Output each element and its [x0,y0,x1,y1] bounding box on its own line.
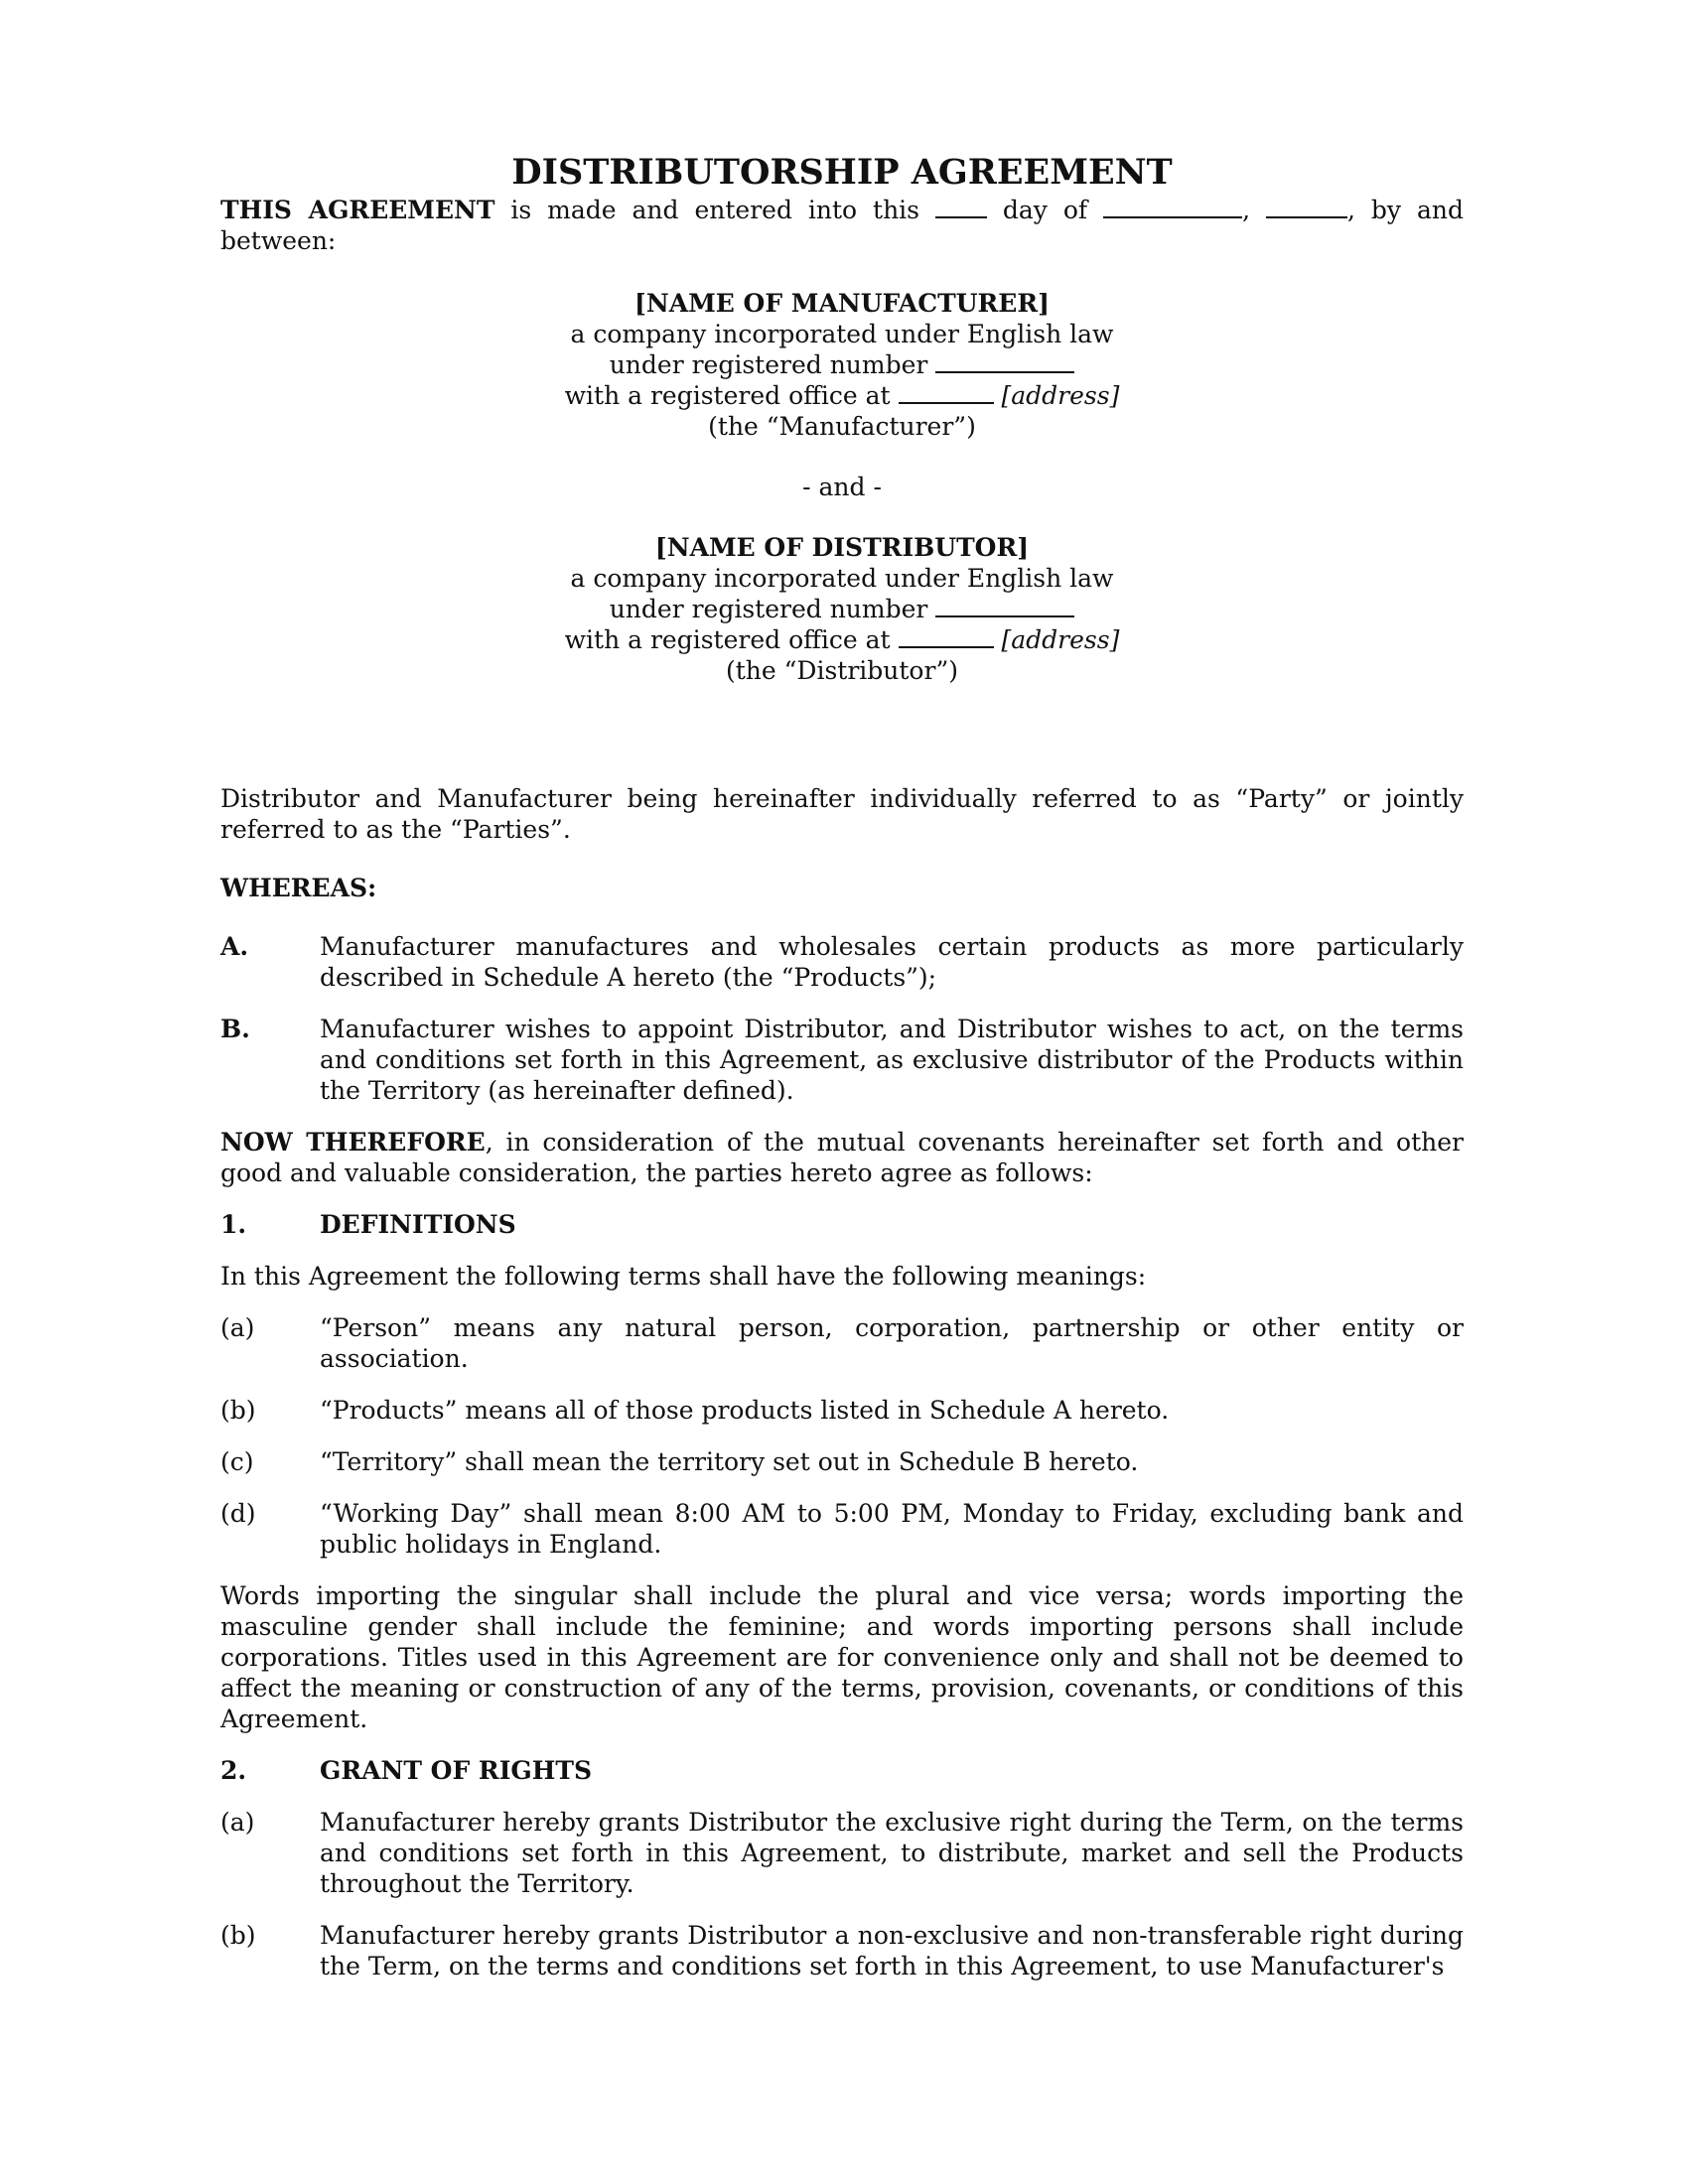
intro-part2: day of [1002,196,1088,224]
section-title: GRANT OF RIGHTS [320,1756,593,1785]
recital-label: A. [220,932,249,961]
distributor-address: [address] [1001,625,1120,654]
recital-b [220,1014,1464,1106]
manufacturer-line2-row [220,349,1464,380]
grant-b [220,1920,1464,1981]
and-separator: - and - [802,473,882,501]
document-title: DISTRIBUTORSHIP AGREEMENT [511,152,1173,193]
section-title: DEFINITIONS [320,1210,516,1239]
manufacturer-block [220,288,1464,442]
grant-text: Manufacturer hereby grants Distributor the exclusive right during the Term, on the terms and conditions set forth in this Agreement, to distribute, market and sell the Products throughout the Territory. [320,1808,1464,1898]
blank-day [935,195,987,218]
definition-label: (b) [220,1396,256,1425]
now-therefore-text: , in consideration of the mutual covenants hereinafter set forth and other good and valuable consideration, the parties hereto agree as follows: [220,1128,1464,1187]
recital-text: Manufacturer wishes to appoint Distributor, and Distributor wishes to act, on the terms and conditions set forth in this Agreement, as exclusive distributor of the Products within the Territory (as hereinafter defined). [320,1015,1464,1105]
distributor-line3-row [220,624,1464,655]
definition-label: (a) [220,1313,255,1342]
blank-year [1266,195,1347,218]
blank-distributor-address [899,624,994,648]
intro-part3: , [1242,196,1251,224]
definition-text: “Working Day” shall mean 8:00 AM to 5:00 PM, Monday to Friday, excluding bank and public holidays in England. [320,1499,1464,1559]
grant-label: (a) [220,1808,255,1837]
definitions-intro: In this Agreement the following terms shall have the following meanings: [220,1262,1147,1291]
distributor-line4: (the “Distributor”) [726,656,958,685]
grant-text: Manufacturer hereby grants Distributor a non-exclusive and non-transferable right during the Term, on the terms and conditions set forth in this Agreement, to use Manufacturer's [320,1921,1464,1980]
intro-lead: THIS AGREEMENT [220,196,495,224]
blank-manufacturer-number [935,349,1074,373]
manufacturer-address: [address] [1001,381,1120,410]
recital-text: Manufacturer manufactures and wholesales certain products as more particularly described in Schedule A hereto (the “Products”); [320,932,1464,992]
blank-distributor-number [935,594,1074,617]
definition-text: “Products” means all of those products listed in Schedule A hereto. [320,1396,1170,1425]
blank-month [1103,195,1242,218]
distributor-line2-row [220,594,1464,624]
now-therefore-paragraph [220,1127,1464,1188]
manufacturer-line1: a company incorporated under English law [570,320,1114,348]
manufacturer-line4: (the “Manufacturer”) [708,412,976,441]
manufacturer-name: [NAME OF MANUFACTURER] [634,289,1050,318]
manufacturer-line3: with a registered office at [564,381,891,410]
manufacturer-line3-row [220,380,1464,411]
recital-a [220,931,1464,993]
definition-a [220,1312,1464,1374]
distributor-line2: under registered number [609,595,928,623]
section-number: 1. [220,1210,247,1239]
grant-a [220,1807,1464,1899]
distributor-line3: with a registered office at [564,625,891,654]
definition-d [220,1498,1464,1560]
manufacturer-line2: under registered number [609,350,928,379]
distributor-block [220,532,1464,686]
whereas-heading: WHEREAS: [220,874,377,902]
distributor-line1: a company incorporated under English law [570,564,1114,593]
section-number: 2. [220,1756,247,1785]
definitions-closing: Words importing the singular shall include the plural and vice versa; words importing the masculine gender shall include the feminine; and words importing persons shall include corporations. Titles used in this Agreement are for convenience only and shall not be deemed to affect the meaning or construction of any of the terms, provision, covenants, or conditions of this Agreement. [220,1581,1464,1733]
intro-part4: , by and between: [220,196,1464,255]
blank-manufacturer-address [899,380,994,404]
now-therefore-lead: NOW THEREFORE [220,1128,486,1157]
distributor-name: [NAME OF DISTRIBUTOR] [654,533,1030,562]
section-1-heading [220,1209,1464,1240]
parties-paragraph: Distributor and Manufacturer being hereinafter individually referred to as “Party” or jointly referred to as the “Parties”. [220,784,1464,844]
section-2-heading [220,1755,1464,1786]
definition-b [220,1395,1464,1426]
grant-label: (b) [220,1921,256,1950]
definition-label: (d) [220,1499,256,1528]
definition-c [220,1446,1464,1477]
recital-label: B. [220,1015,250,1043]
intro-part1: is made and entered into this [510,196,920,224]
definition-text: “Person” means any natural person, corporation, partnership or other entity or association. [320,1313,1464,1373]
intro-paragraph [220,195,1464,256]
definition-label: (c) [220,1447,254,1476]
document-body [220,151,1464,1981]
definition-text: “Territory” shall mean the territory set out in Schedule B hereto. [320,1447,1139,1476]
